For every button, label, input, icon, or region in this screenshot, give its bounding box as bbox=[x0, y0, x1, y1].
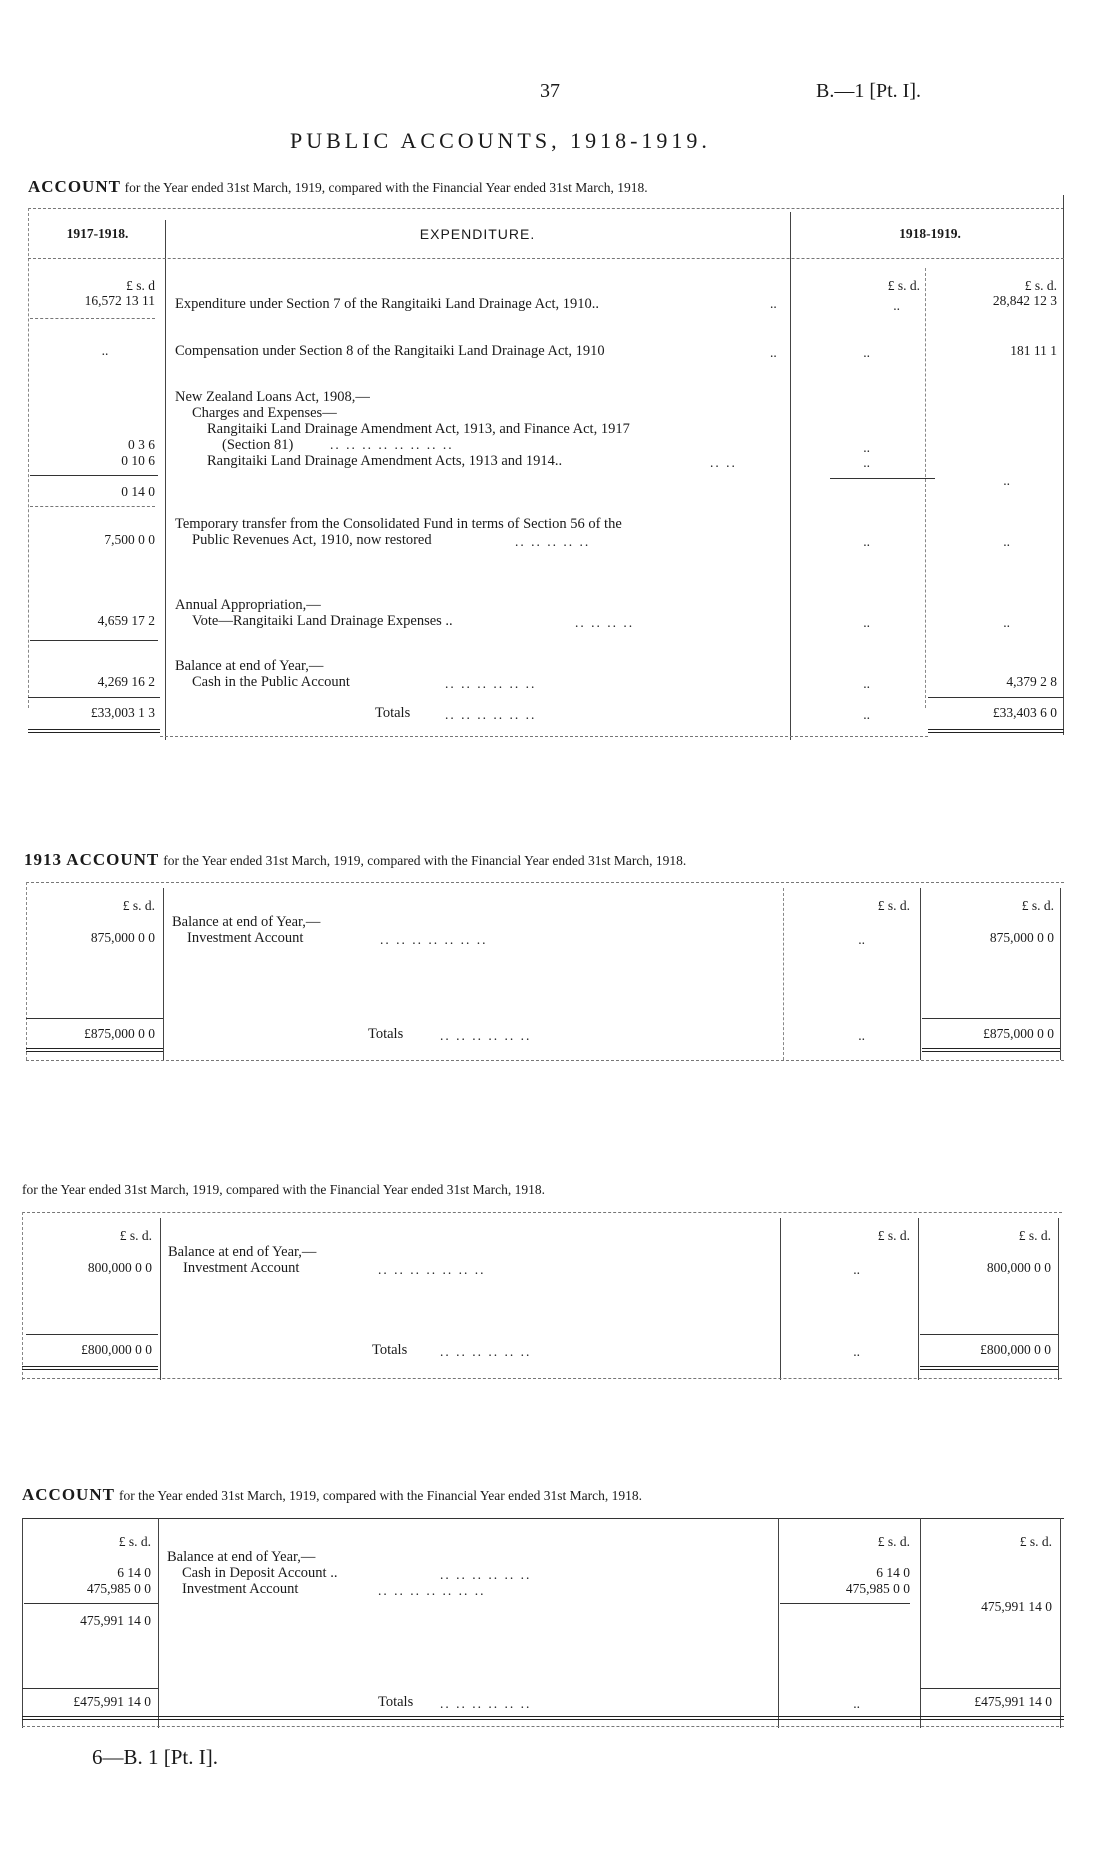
currency-header-prev: £ s. d. bbox=[122, 898, 155, 913]
prev-amount: 0 3 6 bbox=[128, 437, 155, 452]
mid-amount: .. bbox=[863, 440, 870, 455]
prev-total: £33,003 1 3 bbox=[90, 705, 155, 720]
prev-amount: 0 10 6 bbox=[121, 453, 155, 468]
column-header-1918-1919: 1918-1919. bbox=[899, 226, 961, 241]
curr-amount: .. bbox=[1003, 534, 1010, 549]
row-description-cont: Investment Account bbox=[187, 930, 304, 946]
curr-total: £475,991 14 0 bbox=[974, 1694, 1052, 1709]
row-description: Annual Appropriation,— bbox=[175, 597, 321, 613]
prev-amount: 16,572 13 11 bbox=[84, 293, 155, 308]
currency-header-curr: £ s. d. bbox=[1021, 898, 1054, 913]
currency-header-prev: £ s. d. bbox=[118, 1534, 151, 1549]
mid-amount: .. bbox=[863, 676, 870, 691]
row-description: Expenditure under Section 7 of the Rangitaiki Land Drainage Act, 1910.. bbox=[175, 296, 600, 312]
currency-header-mid: £ s. d. bbox=[877, 898, 910, 913]
mid-amount: .. bbox=[863, 534, 870, 549]
column-header-1917-1918: 1917-1918. bbox=[66, 226, 129, 241]
currency-header-prev: £ s. d bbox=[126, 278, 155, 293]
mid-amount: .. bbox=[893, 298, 900, 313]
totals-label: Totals bbox=[372, 1342, 408, 1358]
currency-header-prev: £ s. d. bbox=[119, 1228, 152, 1243]
row-item: (Section 81) bbox=[222, 437, 294, 453]
document-reference: B.—1 [Pt. I]. bbox=[816, 80, 921, 102]
row-item: Cash in Deposit Account .. bbox=[182, 1565, 338, 1581]
mid-total: .. bbox=[858, 1028, 865, 1043]
mid-amount: .. bbox=[863, 455, 870, 470]
curr-total: £800,000 0 0 bbox=[980, 1342, 1051, 1357]
curr-amount: 475,991 14 0 bbox=[981, 1599, 1052, 1614]
mid-amount: .. bbox=[863, 345, 870, 360]
currency-header-mid: £ s. d. bbox=[877, 1534, 910, 1549]
mid-total: .. bbox=[853, 1696, 860, 1711]
mid-amount: .. bbox=[863, 615, 870, 630]
row-item: Investment Account bbox=[182, 1581, 299, 1597]
row-description-cont: Vote—Rangitaiki Land Drainage Expenses .. bbox=[192, 613, 453, 629]
prev-amount: 475,985 0 0 bbox=[86, 1581, 151, 1596]
row-description-cont: Public Revenues Act, 1910, now restored bbox=[192, 532, 432, 548]
section-3-heading: for the Year ended 31st March, 1919, compared with the Financial Year ended 31st March, 1918. bbox=[22, 1182, 546, 1197]
curr-amount: .. bbox=[1003, 473, 1010, 488]
curr-amount: 28,842 12 3 bbox=[992, 293, 1057, 308]
curr-amount: 800,000 0 0 bbox=[986, 1260, 1051, 1275]
currency-header-curr: £ s. d. bbox=[1024, 278, 1057, 293]
row-description: Balance at end of Year,— bbox=[172, 914, 321, 930]
prev-subtotal: 475,991 14 0 bbox=[80, 1613, 151, 1628]
page-title: PUBLIC ACCOUNTS, 1918-1919. bbox=[290, 128, 711, 153]
page-number: 37 bbox=[540, 80, 560, 102]
curr-amount: 4,379 2 8 bbox=[1006, 674, 1057, 689]
prev-total: £475,991 14 0 bbox=[73, 1694, 151, 1709]
prev-amount: 7,500 0 0 bbox=[104, 532, 155, 547]
prev-total: £800,000 0 0 bbox=[81, 1342, 152, 1357]
row-description: Balance at end of Year,— bbox=[175, 658, 324, 674]
mid-amount: .. bbox=[858, 932, 865, 947]
currency-header-mid: £ s. d. bbox=[887, 278, 920, 293]
mid-amount: 6 14 0 bbox=[876, 1565, 910, 1580]
mid-total: .. bbox=[853, 1344, 860, 1359]
prev-amount: 4,659 17 2 bbox=[97, 613, 155, 628]
column-header-expenditure: EXPENDITURE. bbox=[419, 226, 536, 242]
prev-total: £875,000 0 0 bbox=[84, 1026, 155, 1041]
currency-header-mid: £ s. d. bbox=[877, 1228, 910, 1243]
row-description: New Zealand Loans Act, 1908,— bbox=[175, 389, 370, 405]
curr-amount: 181 11 1 bbox=[1010, 343, 1057, 358]
prev-amount: 4,269 16 2 bbox=[97, 674, 155, 689]
prev-subtotal: 0 14 0 bbox=[121, 484, 155, 499]
curr-total: £33,403 6 0 bbox=[992, 705, 1057, 720]
row-description-cont: Investment Account bbox=[183, 1260, 300, 1276]
row-subheading: Charges and Expenses— bbox=[192, 405, 337, 421]
mid-amount: 475,985 0 0 bbox=[845, 1581, 910, 1596]
row-description-cont: Cash in the Public Account bbox=[192, 674, 350, 690]
prev-amount: 800,000 0 0 bbox=[87, 1260, 152, 1275]
totals-label: Totals bbox=[378, 1694, 414, 1710]
row-description: Balance at end of Year,— bbox=[167, 1549, 316, 1565]
curr-amount: 875,000 0 0 bbox=[989, 930, 1054, 945]
curr-amount: .. bbox=[1003, 615, 1010, 630]
row-item: Rangitaiki Land Drainage Amendment Act, 1913, and Finance Act, 1917 bbox=[207, 421, 630, 437]
signature-line: 6—B. 1 [Pt. I]. bbox=[92, 1745, 218, 1769]
mid-amount: .. bbox=[853, 1262, 860, 1277]
row-description: Balance at end of Year,— bbox=[168, 1244, 317, 1260]
curr-total: £875,000 0 0 bbox=[983, 1026, 1054, 1041]
row-item: Rangitaiki Land Drainage Amendment Acts, 1913 and 1914.. bbox=[207, 453, 563, 469]
mid-total: .. bbox=[863, 707, 870, 722]
section-4-heading: ACCOUNT for the Year ended 31st March, 1919, compared with the Financial Year ended 31st March, 1918. bbox=[22, 1485, 642, 1504]
row-description: Temporary transfer from the Consolidated Fund in terms of Section 56 of the bbox=[175, 516, 622, 532]
prev-amount: .. bbox=[101, 343, 109, 358]
section-1-heading: ACCOUNT for the Year ended 31st March, 1919, compared with the Financial Year ended 31st March, 1918. bbox=[28, 177, 648, 196]
prev-amount: 6 14 0 bbox=[117, 1565, 151, 1580]
currency-header-curr: £ s. d. bbox=[1018, 1228, 1051, 1243]
currency-header-curr: £ s. d. bbox=[1019, 1534, 1052, 1549]
section-2-heading: 1913 ACCOUNT for the Year ended 31st March, 1919, compared with the Financial Year ended 31st March, 1918. bbox=[24, 850, 687, 869]
totals-label: Totals bbox=[368, 1026, 404, 1042]
totals-label: Totals bbox=[375, 705, 411, 721]
row-description: Compensation under Section 8 of the Rangitaiki Land Drainage Act, 1910 bbox=[175, 343, 605, 359]
prev-amount: 875,000 0 0 bbox=[90, 930, 155, 945]
